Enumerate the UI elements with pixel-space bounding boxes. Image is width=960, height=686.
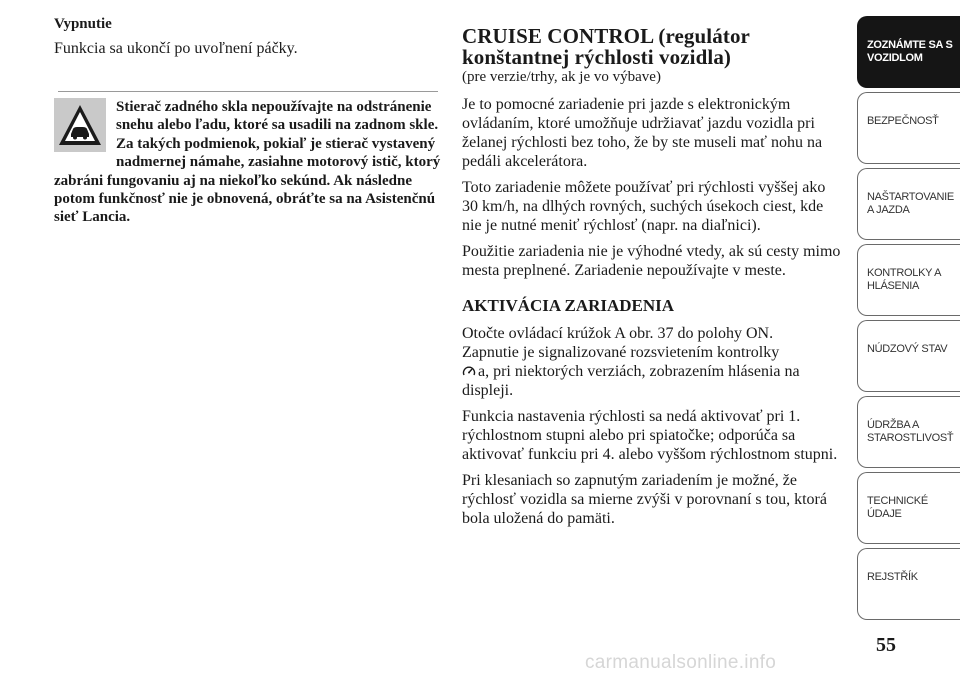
tab-kontrolky[interactable]: KONTROLKY A HLÁSENIA: [857, 244, 960, 316]
page-title: CRUISE CONTROL (regulátor konštantnej rýchlosti vozidla): [462, 24, 750, 69]
paragraph-with-indicator: [462, 343, 842, 400]
tab-zoznamte-sa[interactable]: ZOZNÁMTE SA S VOZIDLOM: [857, 16, 960, 88]
tab-rejstrik[interactable]: REJSTŘÍK: [857, 548, 960, 620]
indicator-text-end: a, pri niektorých verziách, zobrazením hlásenia na displeji.: [462, 363, 800, 399]
indicator-text-start: Zapnutie je signalizované rozsvietením kontrolky: [462, 344, 780, 361]
paragraph: Funkcia nastavenia rýchlosti sa nedá aktivovať pri 1. rýchlostnom stupni alebo pri spiatočke; odporúča sa aktivovať funkciu pri 4. alebo vyššom rýchlostnom stupni.: [462, 408, 838, 463]
paragraph: Použitie zariadenia nie je výhodné vtedy, ak sú cesty mimo mesta preplnené. Zariadenie nepoužívajte v meste.: [462, 243, 841, 279]
cruise-control-speedometer-icon: [462, 363, 476, 375]
left-column: [54, 14, 440, 58]
paragraph: Pri klesaniach so zapnutým zariadením je možné, že rýchlosť vozidla sa mierne zvýši v porovnaní s tou, ktorá bola uložená do pamäti.: [462, 472, 827, 527]
vypnutie-text: Funkcia sa ukončí po uvoľnení páčky.: [54, 40, 298, 57]
right-column: [462, 26, 842, 528]
tab-nastartovanie[interactable]: NAŠTARTOVANIE A JAZDA: [857, 168, 960, 240]
warning-triangle-car-icon: [54, 98, 106, 152]
tab-bezpecnost[interactable]: BEZPEČNOSŤ: [857, 92, 960, 164]
chapter-tabs: [857, 16, 960, 624]
watermark: carmanualsonline.info: [585, 652, 777, 673]
divider: [58, 91, 438, 92]
tab-technicke-udaje[interactable]: TECHNICKÉ ÚDAJE: [857, 472, 960, 544]
availability-note: (pre verzie/trhy, ak je vo výbave): [462, 69, 661, 85]
paragraph: Otočte ovládací krúžok A obr. 37 do polohy ON.: [462, 325, 774, 342]
section-heading-aktivacia: AKTIVÁCIA ZARIADENIA: [462, 296, 675, 315]
tab-udrzba[interactable]: ÚDRŽBA A STAROSTLIVOSŤ: [857, 396, 960, 468]
section-heading-vypnutie: Vypnutie: [54, 16, 112, 32]
page-number: 55: [876, 634, 896, 656]
warning-text: Stierač zadného skla nepoužívajte na odstránenie snehu alebo ľadu, ktoré sa usadili na zadnom skle. Za takých podmienok, pokiaľ je stierač vystavený nadmernej námahe, zasiahne motorový istič, ktorý zabráni fungovaniu aj na niekoľko sekúnd. Ak následne potom funkčnosť nie je obnovená, obráťte sa na Asistenčnú sieť Lancia.: [54, 99, 441, 226]
paragraph: Je to pomocné zariadenie pri jazde s elektronickým ovládaním, ktoré umožňuje udržiavať jazdu vozidla pri želanej rýchlosti bez toho, že by ste museli mať nohu na pedáli akcelerátora.: [462, 96, 823, 170]
warning-box: [54, 98, 442, 227]
tab-nudzovy-stav[interactable]: NÚDZOVÝ STAV: [857, 320, 960, 392]
paragraph: Toto zariadenie môžete používať pri rýchlosti vyššej ako 30 km/h, na dlhých rovných, suchých úsekoch ciest, kde nie je nutné meniť rýchlosť (napr. na diaľnici).: [462, 179, 826, 234]
